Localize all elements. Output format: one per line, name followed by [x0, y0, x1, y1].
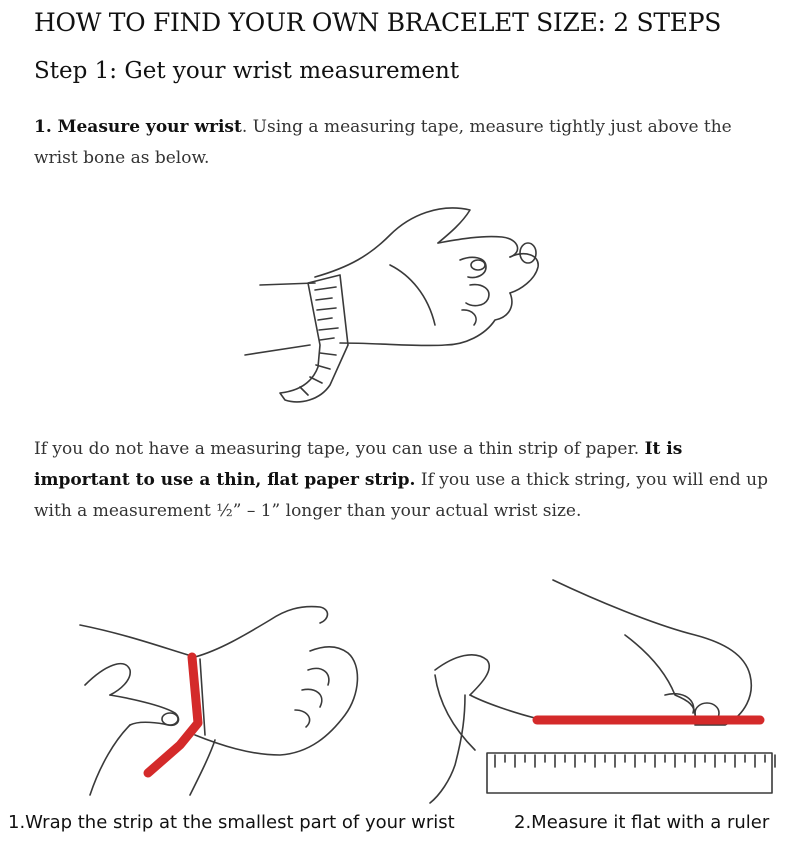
measure-instructions — [34, 112, 769, 174]
measure-text: . Using a measuring tape, measure tightly just above the wrist bone as below. — [34, 117, 732, 168]
wrist-hand-outline — [80, 607, 357, 795]
caption-step-1: 1.Wrap the strip at the smallest part of your wrist — [8, 812, 455, 833]
caption-step-2: 2.Measure it flat with a ruler — [514, 812, 770, 833]
paper-strip-wrapped — [148, 657, 198, 773]
measuring-hand-outline — [430, 580, 751, 803]
paper-strip-text-2: If you use a thick string, you will end up with a measurement ½” – 1” longer than your actual wrist size. — [34, 470, 768, 521]
paper-strip-instructions — [34, 434, 769, 527]
ruler-measure-illustration — [425, 575, 785, 805]
wrist-tape-illustration — [240, 195, 560, 415]
measure-bold-lead: 1. Measure your wrist — [34, 117, 242, 137]
paper-strip-bold: It is important to use a thin, flat paper strip. — [34, 439, 683, 490]
page-title: HOW TO FIND YOUR OWN BRACELET SIZE: 2 STEPS — [34, 8, 722, 37]
paper-strip-text-1: If you do not have a measuring tape, you can use a thin strip of paper. — [34, 439, 645, 459]
hand-outline — [245, 208, 538, 355]
wrap-strip-illustration — [70, 595, 380, 805]
step-heading: Step 1: Get your wrist measurement — [34, 58, 460, 84]
measuring-tape — [280, 275, 348, 402]
ruler — [487, 753, 775, 793]
